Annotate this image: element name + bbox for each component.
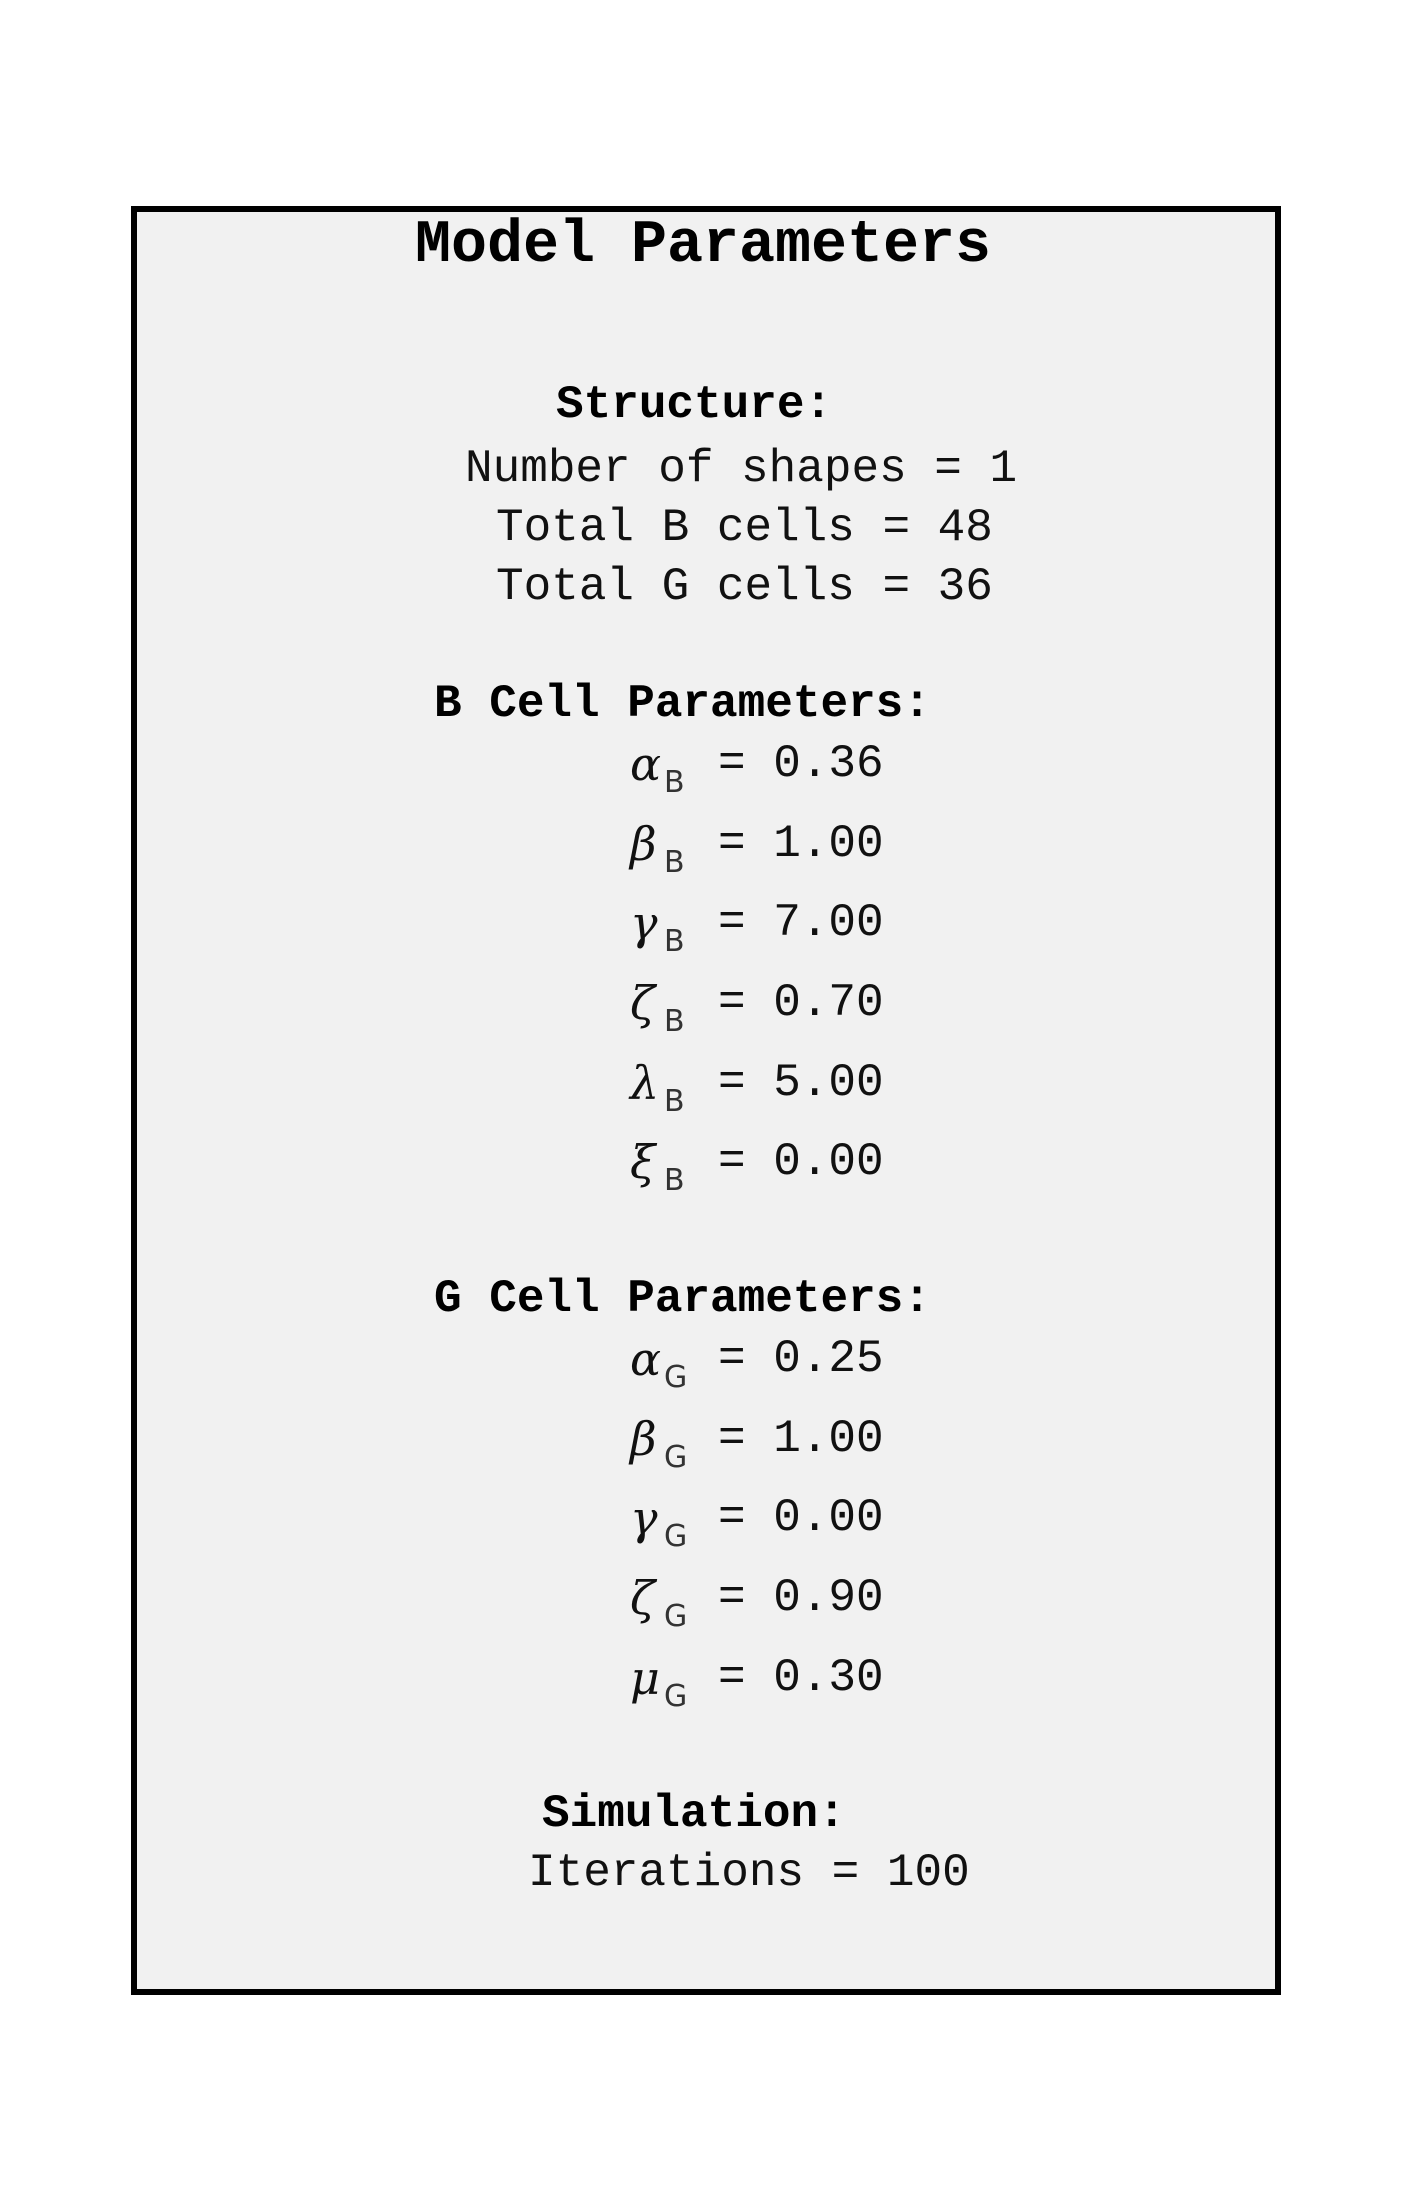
param-subscript: G [664, 1519, 688, 1554]
page-title: Model Parameters [414, 212, 992, 280]
param-value: = 0.70 [718, 977, 884, 1029]
param-subscript: B [664, 1163, 685, 1198]
param-subscript: G [664, 1440, 688, 1475]
param-symbol: α [630, 737, 662, 791]
param-symbol: ξ [630, 1135, 656, 1189]
param-symbol: γ [630, 1491, 658, 1545]
param-subscript: G [664, 1599, 688, 1634]
param-value: = 0.36 [718, 738, 884, 790]
structure-line-b-cells: Total B cells = 48 [496, 502, 993, 554]
param-value: = 0.30 [718, 1652, 884, 1704]
param-value: = 0.00 [718, 1136, 884, 1188]
simulation-heading: Simulation: [542, 1788, 846, 1840]
param-symbol: β [630, 817, 657, 871]
param-subscript: B [664, 924, 685, 959]
param-symbol: λ [630, 1056, 660, 1110]
param-symbol: γ [630, 896, 658, 950]
param-subscript: B [664, 1004, 685, 1039]
b-cell-heading: B Cell Parameters: [434, 678, 931, 730]
g-cell-heading: G Cell Parameters: [434, 1273, 931, 1325]
structure-line-g-cells: Total G cells = 36 [496, 561, 993, 613]
param-symbol: ζ [630, 1571, 655, 1625]
param-subscript: B [664, 1084, 685, 1119]
param-subscript: B [664, 765, 685, 800]
param-subscript: G [664, 1679, 688, 1714]
param-symbol: μ [630, 1651, 660, 1705]
param-symbol: ζ [630, 976, 655, 1030]
param-symbol: β [630, 1412, 657, 1466]
param-value: = 0.00 [718, 1492, 884, 1544]
param-symbol: α [630, 1332, 662, 1386]
param-value: = 0.25 [718, 1333, 884, 1385]
param-subscript: G [664, 1360, 688, 1395]
param-value: = 0.90 [718, 1572, 884, 1624]
simulation-line-iterations: Iterations = 100 [528, 1847, 970, 1899]
structure-line-shapes: Number of shapes = 1 [465, 443, 1018, 495]
param-value: = 1.00 [718, 1413, 884, 1465]
param-subscript: B [664, 845, 685, 880]
structure-heading: Structure: [556, 379, 833, 431]
param-value: = 7.00 [718, 897, 884, 949]
param-value: = 5.00 [718, 1057, 884, 1109]
param-value: = 1.00 [718, 818, 884, 870]
